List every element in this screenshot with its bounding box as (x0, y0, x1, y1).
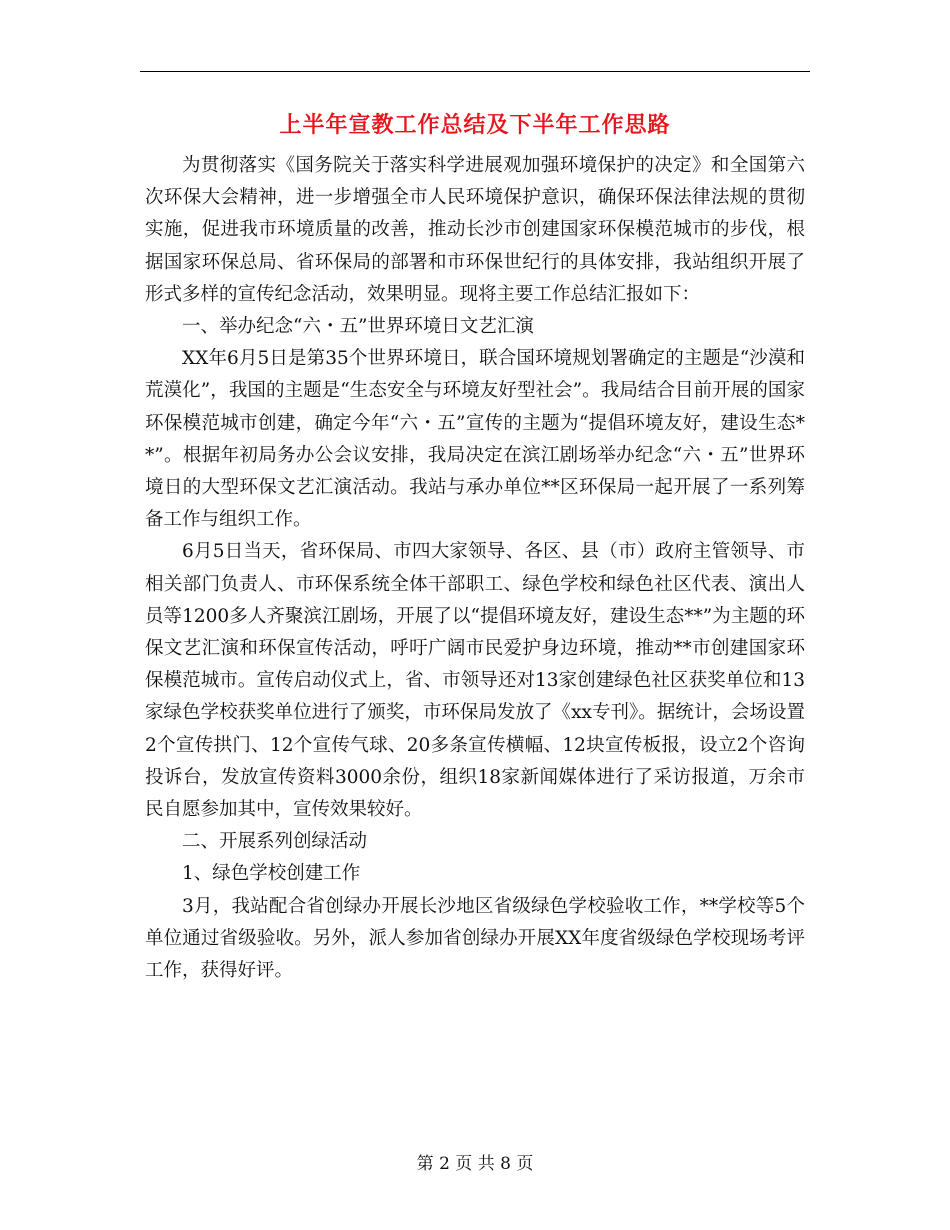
document-body (145, 150, 805, 987)
intro-paragraph: 为贯彻落实《国务院关于落实科学进展观加强环境保护的决定》和全国第六次环保大会精神，进一步增强全市人民环境保护意识，确保环保法律法规的贯彻实施，促进我市环境质量的改善，推动长沙市创建国家环保模范城市的步伐，根据国家环保总局、省环保局的部署和市环保世纪行的具体安排，我站组织开展了形式多样的宣传纪念活动，效果明显。现将主要工作总结汇报如下： (145, 155, 805, 305)
header-rule (140, 71, 810, 72)
body-paragraph-june-5-event: 6月5日当天，省环保局、市四大家领导、各区、县（市）政府主管领导、市相关部门负责人、市环保系统全体干部职工、绿色学校和绿色社区代表、演出人员等1200多人齐聚滨江剧场，开展了以“提倡环境友好，建设生态**”为主题的环保文艺汇演和环保宣传活动，呼吁广阔市民爱护身边环境，推动**市创建国家环保模范城市。宣传启动仪式上，省、市领导还对13家创建绿色社区获奖单位和13家绿色学校获奖单位进行了颁奖，市环保局发放了《xx专刊》。据统计，会场设置2个宣传拱门、12个宣传气球、20多条宣传横幅、12块宣传板报，设立2个咨询投诉台，发放宣传资料3000余份，组织18家新闻媒体进行了采访报道，万余市民自愿参加其中，宣传效果较好。 (145, 541, 805, 821)
body-paragraph-environment-day: XX年6月5日是第35个世界环境日，联合国环境规划署确定的主题是“沙漠和荒漠化”，我国的主题是“生态安全与环境友好型社会”。我局结合目前开展的国家环保模范城市创建，确定今年“六・五”宣传的主题为“提倡环境友好，建设生态**”。根据年初局务办公会议安排，我局决定在滨江剧场举办纪念“六・五”世界环境日的大型环保文艺汇演活动。我站与承办单位**区环保局一起开展了一系列筹备工作与组织工作。 (145, 348, 805, 531)
page-number: 第 2 页 共 8 页 (416, 1154, 534, 1174)
subsection-heading-green-schools: 1、绿色学校创建工作 (182, 863, 361, 885)
section-heading-1: 一、举办纪念“六・五”世界环境日文艺汇演 (182, 316, 534, 338)
section-heading-2: 二、开展系列创绿活动 (182, 831, 368, 853)
body-paragraph-green-schools: 3月，我站配合省创绿办开展长沙地区省级绿色学校验收工作，**学校等5个单位通过省级验收。另外，派人参加省创绿办开展XX年度省级绿色学校现场考评工作，获得好评。 (145, 895, 805, 982)
document-title: 上半年宣教工作总结及下半年工作思路 (279, 112, 671, 138)
